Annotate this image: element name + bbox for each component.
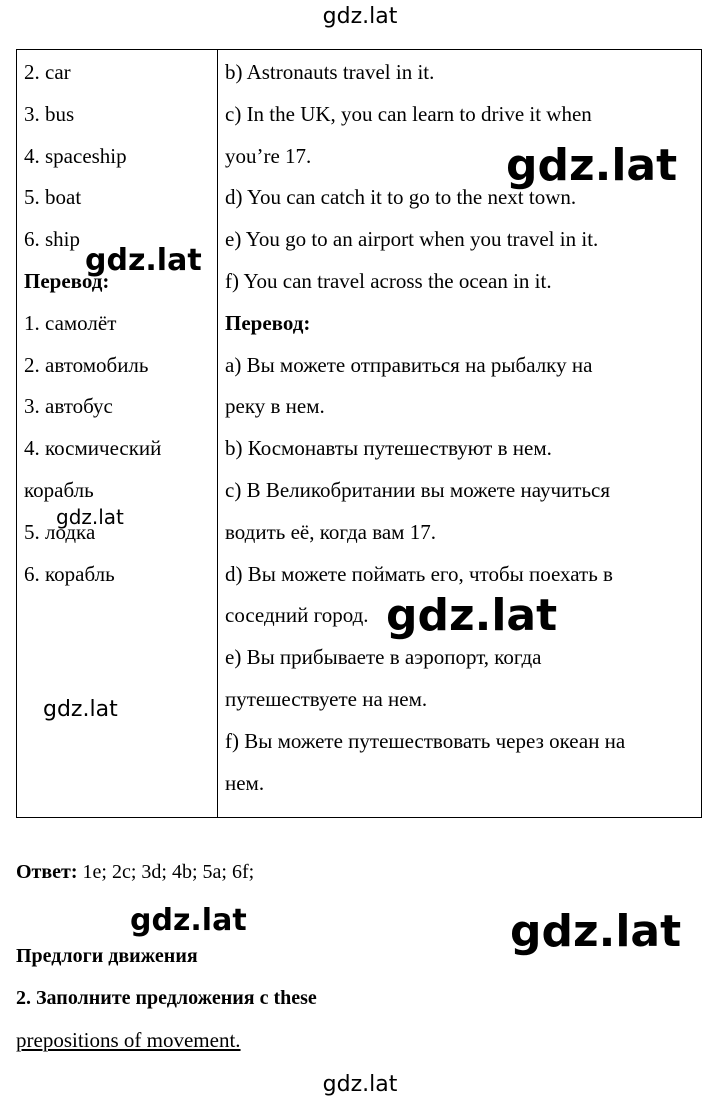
watermark: gdz.lat — [386, 590, 558, 641]
right-line: e) Вы прибываете в аэропорт, когда — [225, 645, 542, 670]
watermark: gdz.lat — [510, 906, 682, 957]
left-line: 4. spaceship — [24, 143, 127, 168]
answer-text: 1e; 2c; 3d; 4b; 5a; 6f; — [77, 861, 255, 883]
left-line: 2. автомобиль — [24, 352, 149, 377]
right-line: c) In the UK, you can learn to drive it when — [225, 101, 592, 126]
right-line: f) You can travel across the ocean in it. — [225, 268, 552, 293]
right-line: соседний город. — [225, 603, 369, 628]
watermark: gdz.lat — [130, 903, 247, 938]
right-line: a) Вы можете отправиться на рыбалку на — [225, 352, 593, 377]
right-line: путешествуете на нем. — [225, 686, 428, 711]
column-divider — [217, 50, 218, 817]
right-line: e) You go to an airport when you travel in it. — [225, 227, 599, 252]
watermark: gdz.lat — [85, 243, 202, 278]
right-line: b) Astronauts travel in it. — [225, 60, 435, 84]
right-line: d) You can catch it to go to the next town. — [225, 185, 577, 210]
left-line: 6. ship — [24, 227, 81, 252]
answer-line — [16, 861, 254, 884]
right-line: водить её, когда вам 17. — [225, 519, 436, 544]
right-line: d) Вы можете поймать его, чтобы поехать в — [225, 561, 613, 586]
right-line: b) Космонавты путешествуют в нем. — [225, 436, 552, 461]
section-title: Предлоги движения — [16, 945, 198, 967]
watermark: gdz.lat — [506, 140, 678, 191]
left-line: корабль — [24, 477, 94, 502]
left-line: 6. корабль — [24, 561, 115, 586]
right-line: c) В Великобритании вы можете научиться — [225, 477, 611, 502]
right-line: реку в нем. — [225, 394, 325, 419]
left-line: 2. car — [24, 60, 71, 84]
translation-heading: Перевод: — [24, 268, 110, 293]
left-line: 5. лодка — [24, 519, 96, 544]
task-instruction: 2. Заполните предложения с these — [16, 987, 317, 1009]
task-instruction-continued: prepositions of movement. — [16, 1028, 241, 1052]
right-line: нем. — [225, 770, 265, 795]
left-line: 5. boat — [24, 185, 82, 210]
header-watermark: gdz.lat — [322, 4, 398, 29]
translation-heading: Перевод: — [225, 310, 311, 335]
right-line: f) Вы можете путешествовать через океан на — [225, 728, 626, 753]
footer-watermark: gdz.lat — [322, 1072, 398, 1097]
watermark: gdz.lat — [56, 505, 124, 529]
left-line: 3. bus — [24, 101, 75, 126]
answer-label: Ответ: — [16, 861, 78, 883]
left-line: 1. самолёт — [24, 310, 117, 335]
left-line: 4. космический — [24, 436, 162, 461]
right-line: you’re 17. — [225, 143, 312, 168]
left-line: 3. автобус — [24, 394, 113, 419]
watermark: gdz.lat — [43, 697, 118, 722]
